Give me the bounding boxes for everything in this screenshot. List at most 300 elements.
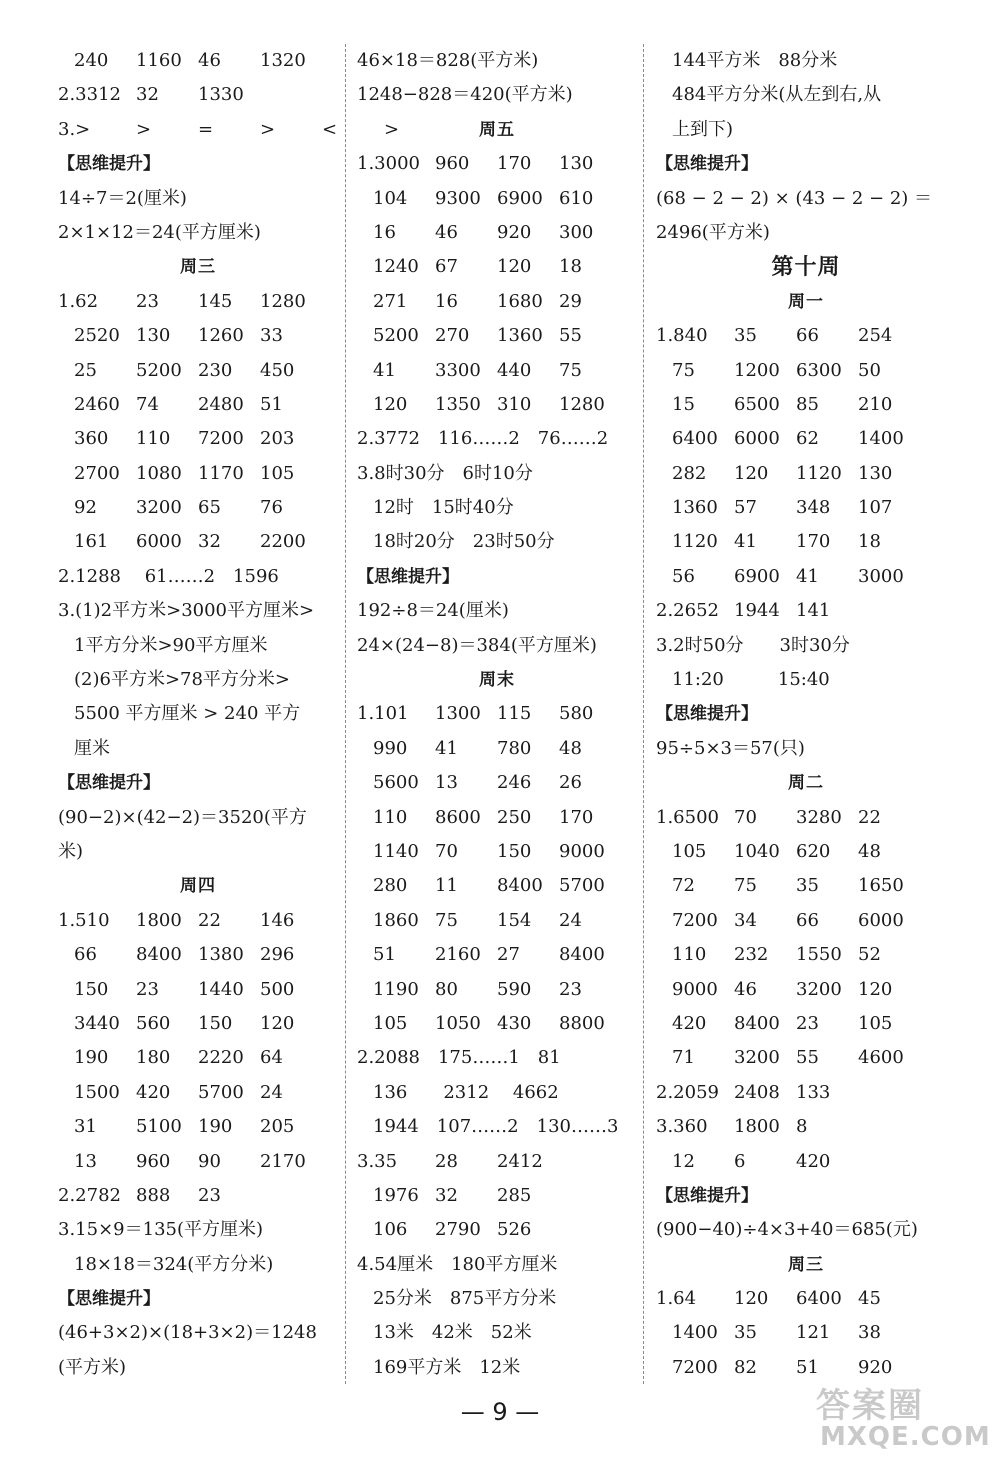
answer-cell: 1280	[260, 290, 306, 312]
answer-cell: 41	[435, 737, 458, 759]
answer-cell: 300	[559, 221, 594, 243]
answer-cell: 18	[858, 531, 881, 553]
answer-cell: 16	[373, 221, 396, 243]
answer-cell: 146	[260, 909, 295, 931]
answer-cell: 254	[858, 325, 893, 347]
answer-row	[656, 835, 956, 869]
answer-row	[357, 1213, 637, 1247]
answer-row	[357, 354, 637, 388]
answer-line: 136 2312 4662	[373, 1081, 559, 1103]
answer-cell: 3200	[796, 978, 842, 1000]
answer-row	[58, 1007, 338, 1041]
answer-row	[656, 938, 956, 972]
answer-cell: 1140	[373, 840, 419, 862]
answer-cell: 32	[435, 1184, 458, 1206]
answer-line: 3.8时30分 6时10分	[357, 462, 533, 484]
answer-cell: 52	[858, 944, 881, 966]
answer-line: 18×18＝324(平方分米)	[74, 1253, 274, 1275]
answer-cell: 1.64	[656, 1288, 697, 1310]
answer-cell: 2200	[260, 531, 306, 553]
answer-cell: 1350	[435, 393, 481, 415]
answer-cell: 8400	[497, 875, 543, 897]
answer-cell: 280	[373, 875, 408, 897]
answer-cell: 70	[435, 840, 458, 862]
answer-cell: 16	[435, 290, 458, 312]
answer-cell: 6400	[796, 1288, 842, 1310]
answer-cell: 1120	[796, 462, 842, 484]
answer-cell: 1680	[497, 290, 543, 312]
answer-cell: 105	[260, 462, 295, 484]
answer-cell: 72	[672, 875, 695, 897]
answer-cell: 120	[373, 393, 408, 415]
thinking-section-tag: 【思维提升】	[656, 704, 758, 725]
answer-cell: 250	[497, 806, 532, 828]
answer-cell: 580	[559, 703, 594, 725]
answer-cell: 133	[796, 1081, 831, 1103]
answer-cell: 2412	[497, 1150, 543, 1172]
answer-cell: 7200	[672, 1356, 718, 1378]
answer-cell: 70	[734, 806, 757, 828]
answer-row	[357, 801, 637, 835]
section-heading: 周五	[479, 119, 515, 140]
answer-cell: 610	[559, 187, 594, 209]
answer-cell: 590	[497, 978, 532, 1000]
answer-line: 3.15×9＝135(平方厘米)	[58, 1219, 264, 1241]
thinking-section-tag: 【思维提升】	[656, 1185, 758, 1206]
answer-cell: 33	[260, 325, 283, 347]
answer-line: 46×18＝828(平方米)	[357, 50, 539, 71]
answer-cell: 6400	[672, 428, 718, 450]
answer-cell: 120	[858, 978, 893, 1000]
answer-cell: 1400	[672, 1322, 718, 1344]
answer-cell: 6	[734, 1150, 746, 1172]
answer-row	[656, 388, 956, 422]
answer-cell: 285	[497, 1184, 532, 1206]
page-number: — 9 —	[460, 1398, 540, 1426]
answer-row	[656, 801, 956, 835]
answer-cell: 232	[734, 944, 769, 966]
answer-row	[58, 1110, 338, 1144]
answer-row	[58, 1145, 338, 1179]
answer-cell: 170	[497, 153, 532, 175]
answer-row	[58, 78, 338, 112]
answer-row	[656, 1282, 956, 1316]
answer-cell: 960	[435, 153, 470, 175]
answer-cell: 920	[858, 1356, 893, 1378]
answer-cell: 6000	[734, 428, 780, 450]
answer-row	[357, 1145, 637, 1179]
answer-cell: 6500	[734, 393, 780, 415]
answer-cell: 12	[672, 1150, 695, 1172]
answer-cell: 990	[373, 737, 408, 759]
answer-row	[656, 422, 956, 456]
answer-cell: 1240	[373, 256, 419, 278]
answer-cell: >	[260, 118, 276, 140]
answer-row	[656, 560, 956, 594]
answer-cell: 240	[74, 50, 109, 71]
answer-cell: 24	[559, 909, 582, 931]
answer-cell: 90	[198, 1150, 221, 1172]
section-heading: 周四	[180, 876, 216, 897]
answer-line: 1944 107……2 130……3	[373, 1116, 619, 1138]
answer-cell: 420	[136, 1081, 171, 1103]
answer-row	[357, 973, 637, 1007]
section-heading: 周二	[788, 773, 824, 794]
answer-row	[656, 1076, 956, 1110]
answer-cell: 23	[559, 978, 582, 1000]
answer-line: 13米 42米 52米	[373, 1322, 532, 1344]
column-divider-1	[345, 44, 346, 1384]
answer-cell: 960	[136, 1150, 171, 1172]
answer-line: 2.1288 61……2 1596	[58, 565, 279, 587]
answer-cell: 190	[198, 1116, 233, 1138]
answer-cell: 154	[497, 909, 532, 931]
answer-cell: 1360	[497, 325, 543, 347]
answer-cell: 6900	[734, 565, 780, 587]
answer-cell: 620	[796, 840, 831, 862]
answer-cell: 62	[796, 428, 819, 450]
answer-row	[656, 1145, 956, 1179]
answer-cell: 296	[260, 944, 295, 966]
answer-cell: 2.3312	[58, 84, 121, 106]
answer-cell: 11	[435, 875, 458, 897]
answer-cell: 2460	[74, 393, 120, 415]
answer-cell: 1170	[198, 462, 244, 484]
answer-cell: 130	[559, 153, 594, 175]
answer-line: 24×(24−8)＝384(平方厘米)	[357, 634, 597, 656]
answer-line: (68 − 2 − 2) × (43 − 2 − 2) ＝	[656, 187, 933, 209]
answer-cell: 1800	[136, 909, 182, 931]
answer-cell: 13	[435, 772, 458, 794]
answer-cell: 230	[198, 359, 233, 381]
answer-cell: 270	[435, 325, 470, 347]
answer-cell: 2408	[734, 1081, 780, 1103]
answer-cell: 26	[559, 772, 582, 794]
section-heading: 周末	[479, 670, 515, 691]
answer-cell: 105	[858, 1012, 893, 1034]
answer-cell: 50	[858, 359, 881, 381]
answer-cell: 1800	[734, 1116, 780, 1138]
answer-cell: 41	[796, 565, 819, 587]
answer-cell: 46	[435, 221, 458, 243]
answer-cell: 1040	[734, 840, 780, 862]
answer-cell: 3200	[136, 497, 182, 519]
answer-line: 95÷5×3＝57(只)	[656, 737, 805, 759]
answer-cell: 7200	[198, 428, 244, 450]
answer-cell: 130	[136, 325, 171, 347]
answer-cell: 282	[672, 462, 707, 484]
answer-cell: 1550	[796, 944, 842, 966]
answer-cell: 310	[497, 393, 532, 415]
answer-cell: 5700	[559, 875, 605, 897]
answer-line: 192÷8＝24(厘米)	[357, 600, 509, 622]
answer-cell: 1300	[435, 703, 481, 725]
answer-line: 484平方分米(从左到右,从	[672, 84, 882, 106]
answer-cell: 161	[74, 531, 109, 553]
answer-cell: 65	[198, 497, 221, 519]
answer-cell: 6000	[136, 531, 182, 553]
answer-row	[58, 354, 338, 388]
answer-row	[58, 904, 338, 938]
answer-row	[357, 182, 637, 216]
answer-cell: 560	[136, 1012, 171, 1034]
answer-cell: 180	[136, 1047, 171, 1069]
thinking-section-tag: 【思维提升】	[58, 1289, 160, 1310]
answer-cell: 420	[672, 1012, 707, 1034]
answer-row	[357, 388, 637, 422]
answer-cell: 104	[373, 187, 408, 209]
answer-cell: 1944	[734, 600, 780, 622]
answer-cell: 8400	[559, 944, 605, 966]
answer-cell: 22	[858, 806, 881, 828]
answer-row	[357, 766, 637, 800]
answer-cell: 106	[373, 1219, 408, 1241]
answer-cell: 105	[373, 1012, 408, 1034]
answer-cell: 120	[497, 256, 532, 278]
answer-cell: 23	[796, 1012, 819, 1034]
watermark-logo: 答案圈	[816, 1386, 924, 1426]
answer-cell: 1200	[734, 359, 780, 381]
answer-cell: 27	[497, 944, 520, 966]
answer-line: 18时20分 23时50分	[373, 531, 555, 553]
answer-cell: 6000	[858, 909, 904, 931]
answer-cell: 76	[260, 497, 283, 519]
answer-cell: 3280	[796, 806, 842, 828]
answer-line: 169平方米 12米	[373, 1356, 521, 1378]
answer-cell: 203	[260, 428, 295, 450]
answer-cell: 8600	[435, 806, 481, 828]
answer-row	[656, 973, 956, 1007]
answer-cell: 1.510	[58, 909, 110, 931]
answer-cell: >	[384, 118, 400, 140]
answer-row	[656, 354, 956, 388]
answer-cell: 1.3000	[357, 153, 420, 175]
answer-line: 厘米	[74, 737, 110, 759]
answer-cell: 22	[198, 909, 221, 931]
answer-row	[357, 904, 637, 938]
answer-cell: 1160	[136, 50, 182, 71]
answer-cell: 5200	[373, 325, 419, 347]
answer-cell: 66	[74, 944, 97, 966]
answer-cell: 141	[796, 600, 831, 622]
answer-cell: 348	[796, 497, 831, 519]
answer-row	[357, 216, 637, 250]
answer-cell: 1.62	[58, 290, 99, 312]
answer-cell: 1380	[198, 944, 244, 966]
answer-cell: 1.6500	[656, 806, 719, 828]
answer-cell: 74	[136, 393, 159, 415]
answer-cell: 55	[796, 1047, 819, 1069]
answer-cell: 205	[260, 1116, 295, 1138]
answer-line: (2)6平方米>78平方分米>	[74, 669, 291, 691]
answer-cell: 1190	[373, 978, 419, 1000]
answer-cell: 210	[858, 393, 893, 415]
answer-row	[58, 457, 338, 491]
answer-cell: 3.>	[58, 118, 91, 140]
answer-cell: =	[198, 118, 214, 140]
answer-row	[58, 422, 338, 456]
answer-cell: 75	[559, 359, 582, 381]
answer-cell: 150	[74, 978, 109, 1000]
answer-cell: 57	[734, 497, 757, 519]
answer-cell: 41	[734, 531, 757, 553]
answer-row	[357, 1007, 637, 1041]
answer-row	[58, 1041, 338, 1075]
answer-cell: 71	[672, 1047, 695, 1069]
answer-cell: 271	[373, 290, 408, 312]
answer-row	[357, 869, 637, 903]
answer-cell: 48	[559, 737, 582, 759]
section-heading: 周一	[788, 291, 824, 312]
answer-cell: 1.101	[357, 703, 409, 725]
answer-cell: 75	[734, 875, 757, 897]
answer-row	[357, 835, 637, 869]
answer-cell: 66	[796, 909, 819, 931]
answer-cell: 3200	[734, 1047, 780, 1069]
answer-cell: 888	[136, 1184, 171, 1206]
answer-row	[357, 147, 637, 181]
answer-row	[58, 938, 338, 972]
answer-line: 上到下)	[672, 118, 734, 140]
answer-cell: 9300	[435, 187, 481, 209]
answer-cell: 1080	[136, 462, 182, 484]
answer-cell: 46	[198, 50, 221, 71]
answer-row	[656, 525, 956, 559]
answer-cell: >	[136, 118, 152, 140]
answer-row	[58, 113, 400, 147]
answer-cell: 2.2652	[656, 600, 719, 622]
answer-cell: 64	[260, 1047, 283, 1069]
answer-row	[58, 973, 338, 1007]
answer-cell: 1650	[858, 875, 904, 897]
answer-line: 5500 平方厘米 > 240 平方	[74, 703, 301, 725]
answer-line: 2496(平方米)	[656, 221, 770, 243]
answer-cell: 1280	[559, 393, 605, 415]
answer-cell: 1120	[672, 531, 718, 553]
answer-line: 2.3772 116……2 76……2	[357, 428, 609, 450]
answer-cell: 46	[734, 978, 757, 1000]
answer-row	[656, 457, 956, 491]
answer-cell: 1050	[435, 1012, 481, 1034]
answer-line: 2.2088 175……1 81	[357, 1047, 561, 1069]
answer-cell: 360	[74, 428, 109, 450]
answer-cell: 25	[74, 359, 97, 381]
answer-row	[58, 285, 338, 319]
answer-cell: 51	[796, 1356, 819, 1378]
answer-cell: 35	[796, 875, 819, 897]
answer-cell: 3440	[74, 1012, 120, 1034]
answer-cell: 8400	[734, 1012, 780, 1034]
answer-cell: 80	[435, 978, 458, 1000]
answer-cell: 23	[136, 978, 159, 1000]
answer-line: (90−2)×(42−2)＝3520(平方	[58, 806, 307, 828]
answer-row	[357, 1179, 637, 1213]
section-heading: 周三	[788, 1254, 824, 1275]
answer-cell: 920	[497, 221, 532, 243]
answer-row	[357, 319, 637, 353]
answer-cell: <	[322, 118, 338, 140]
answer-cell: 2480	[198, 393, 244, 415]
answer-column-3	[656, 44, 956, 1385]
answer-cell: 1500	[74, 1081, 120, 1103]
answer-cell: 1.840	[656, 325, 708, 347]
answer-cell: 34	[734, 909, 757, 931]
answer-line: 2×1×12＝24(平方厘米)	[58, 221, 261, 243]
thinking-section-tag: 【思维提升】	[58, 154, 160, 175]
column-divider-2	[643, 44, 644, 1384]
answer-line: 1248−828＝420(平方米)	[357, 84, 573, 106]
answer-cell: 1440	[198, 978, 244, 1000]
answer-cell: 246	[497, 772, 532, 794]
answer-line: (平方米)	[58, 1356, 127, 1378]
answer-cell: 8400	[136, 944, 182, 966]
answer-cell: 1860	[373, 909, 419, 931]
answer-cell: 48	[858, 840, 881, 862]
answer-cell: 75	[435, 909, 458, 931]
answer-line: (46+3×2)×(18+3×2)＝1248	[58, 1322, 317, 1344]
answer-cell: 66	[796, 325, 819, 347]
answer-cell: 5600	[373, 772, 419, 794]
answer-cell: 45	[858, 1288, 881, 1310]
answer-cell: 107	[858, 497, 893, 519]
answer-cell: 51	[260, 393, 283, 415]
answer-cell: 6300	[796, 359, 842, 381]
answer-cell: 82	[734, 1356, 757, 1378]
answer-cell: 2790	[435, 1219, 481, 1241]
answer-cell: 450	[260, 359, 295, 381]
watermark	[802, 1378, 992, 1454]
answer-cell: 2220	[198, 1047, 244, 1069]
answer-cell: 55	[559, 325, 582, 347]
answer-cell: 110	[136, 428, 171, 450]
answer-cell: 35	[734, 325, 757, 347]
answer-cell: 29	[559, 290, 582, 312]
answer-row	[58, 1076, 338, 1110]
answer-cell: 3300	[435, 359, 481, 381]
answer-cell: 145	[198, 290, 233, 312]
answer-cell: 3.35	[357, 1150, 398, 1172]
answer-cell: 15	[672, 393, 695, 415]
answer-cell: 430	[497, 1012, 532, 1034]
answer-line: 3.2时50分 3时30分	[656, 634, 850, 656]
answer-cell: 5100	[136, 1116, 182, 1138]
answer-cell: 1320	[260, 50, 306, 71]
answer-line: 1平方分米>90平方厘米	[74, 634, 268, 656]
answer-cell: 32	[136, 84, 159, 106]
answer-cell: 2170	[260, 1150, 306, 1172]
answer-cell: 35	[734, 1322, 757, 1344]
answer-column-2	[357, 44, 637, 1385]
watermark-url: MXQE.COM	[820, 1422, 991, 1452]
answer-cell: 75	[672, 359, 695, 381]
answer-cell: 9000	[559, 840, 605, 862]
answer-cell: 2160	[435, 944, 481, 966]
answer-cell: 1260	[198, 325, 244, 347]
answer-cell: 115	[497, 703, 532, 725]
answer-cell: 5200	[136, 359, 182, 381]
answer-cell: 130	[858, 462, 893, 484]
answer-cell: 32	[198, 531, 221, 553]
answer-cell: 3000	[858, 565, 904, 587]
answer-line: 4.54厘米 180平方厘米	[357, 1253, 558, 1275]
section-heading: 周三	[180, 257, 216, 278]
thinking-section-tag: 【思维提升】	[357, 566, 459, 587]
week-title: 第十周	[771, 254, 841, 281]
answer-row	[357, 732, 637, 766]
answer-row	[656, 1041, 956, 1075]
answer-line: 144平方米 88分米	[672, 50, 838, 71]
answer-cell: 105	[672, 840, 707, 862]
